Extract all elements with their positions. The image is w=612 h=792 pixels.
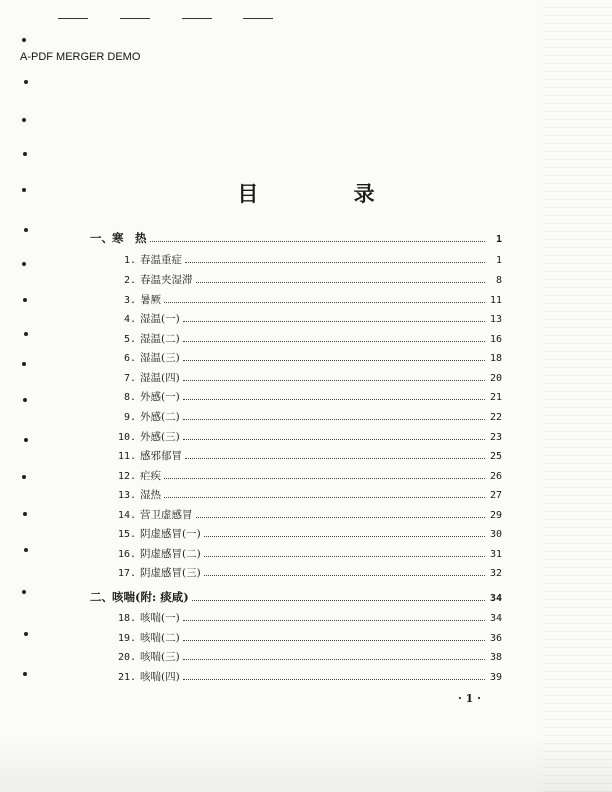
dot-leader xyxy=(183,620,485,621)
toc-entry xyxy=(108,272,502,287)
toc-entry-number: 7. xyxy=(123,373,136,384)
toc-entry-number: 13. xyxy=(117,490,136,501)
toc-entry-title: 湿热 xyxy=(140,489,161,501)
toc-entry-number: 20. xyxy=(117,652,136,663)
toc-entry-title: 外感(三) xyxy=(140,431,180,443)
dot-leader xyxy=(150,241,486,242)
toc-entry-page: 18 xyxy=(489,353,502,364)
toc-entry-number: 12. xyxy=(117,471,136,482)
toc-entry-number: 18. xyxy=(117,613,136,624)
dot-leader xyxy=(164,478,485,479)
dot-leader xyxy=(183,640,485,641)
toc-entry xyxy=(108,292,502,307)
toc-entry xyxy=(108,487,502,502)
toc-entry-number: 一、 xyxy=(90,231,113,245)
toc-entry-page: 38 xyxy=(489,652,502,663)
toc-entry-number: 16. xyxy=(117,549,136,560)
header-rule xyxy=(182,18,212,19)
dot-leader xyxy=(204,575,485,576)
toc-entry-page: 31 xyxy=(489,549,502,560)
toc-entry-number: 15. xyxy=(117,529,136,540)
dot-leader xyxy=(183,419,485,420)
page-number: · 1 · xyxy=(458,692,481,705)
toc-entry xyxy=(108,429,502,444)
dot-leader xyxy=(204,556,485,557)
toc-entry-title: 外感(二) xyxy=(140,411,180,423)
binding-hole-mark xyxy=(22,590,26,594)
dot-leader xyxy=(164,497,485,498)
binding-hole-mark xyxy=(23,152,27,156)
toc-entry-page: 1 xyxy=(495,234,502,245)
toc-entry xyxy=(108,630,502,645)
toc-entry-number: 5. xyxy=(123,334,136,345)
binding-hole-mark xyxy=(23,512,27,516)
toc-entry-number: 11. xyxy=(117,451,136,462)
toc-entry xyxy=(108,565,502,580)
toc-entry xyxy=(108,370,502,385)
toc-entry xyxy=(108,649,502,664)
dot-leader xyxy=(196,517,486,518)
toc-entry xyxy=(108,448,502,463)
dot-leader xyxy=(183,321,485,322)
toc-entry-number: 6. xyxy=(123,353,136,364)
toc-entry-page: 36 xyxy=(489,633,502,644)
dot-leader xyxy=(183,399,485,400)
page-title: 目 录 xyxy=(237,181,419,206)
binding-hole-mark xyxy=(22,38,26,42)
binding-hole-mark xyxy=(23,398,27,402)
toc-entry-number: 8. xyxy=(123,392,136,403)
toc-entry-title: 湿温(四) xyxy=(140,372,180,384)
toc-entry-title: 咳喘(三) xyxy=(140,651,180,663)
toc-entry-title: 暑厥 xyxy=(140,294,161,306)
toc-entry-page: 11 xyxy=(489,295,502,306)
binding-hole-mark xyxy=(23,672,27,676)
toc-entry xyxy=(108,468,502,483)
toc-entry-page: 22 xyxy=(489,412,502,423)
toc-entry xyxy=(108,389,502,404)
dot-leader xyxy=(185,458,485,459)
toc-entry-title: 咳喘(四) xyxy=(140,671,180,683)
toc-entry xyxy=(108,546,502,561)
toc-entry-page: 27 xyxy=(489,490,502,501)
toc-entry-title: 阴虚感冒(二) xyxy=(140,548,201,560)
toc-entry xyxy=(108,409,502,424)
toc-entry xyxy=(108,311,502,326)
dot-leader xyxy=(185,262,485,263)
toc-entry-page: 23 xyxy=(489,432,502,443)
binding-hole-mark xyxy=(24,438,28,442)
scan-bottom-noise xyxy=(0,732,612,792)
toc-entry-title: 外感(一) xyxy=(140,391,180,403)
toc-entry xyxy=(108,350,502,365)
dot-leader xyxy=(164,302,485,303)
toc-entry-title: 咳喘(一) xyxy=(140,612,180,624)
binding-hole-mark xyxy=(23,298,27,302)
toc-section-entry xyxy=(90,589,502,605)
toc-entry-number: 21. xyxy=(117,672,136,683)
binding-hole-mark xyxy=(22,362,26,366)
toc-entry xyxy=(108,610,502,625)
toc-entry-title: 湿温(三) xyxy=(140,352,180,364)
binding-hole-mark xyxy=(24,228,28,232)
dot-leader xyxy=(196,282,486,283)
toc-entry-page: 29 xyxy=(489,510,502,521)
toc-entry-title: 咳喘(附: 痰咸) xyxy=(112,590,189,604)
watermark-text: A-PDF MERGER DEMO xyxy=(20,51,141,63)
toc-entry-page: 20 xyxy=(489,373,502,384)
toc-entry-page: 32 xyxy=(489,568,502,579)
toc-entry-page: 30 xyxy=(489,529,502,540)
dot-leader xyxy=(192,600,485,601)
toc-entry-number: 1. xyxy=(123,255,136,266)
dot-leader xyxy=(183,659,485,660)
toc-entry-title: 寒 热 xyxy=(112,231,147,245)
toc-entry xyxy=(108,669,502,684)
header-rule xyxy=(58,18,88,19)
scan-edge-noise xyxy=(542,0,612,792)
dot-leader xyxy=(183,439,485,440)
toc-entry-page: 25 xyxy=(489,451,502,462)
toc-entry-number: 17. xyxy=(117,568,136,579)
toc-entry-title: 阴虚感冒(三) xyxy=(140,567,201,579)
dot-leader xyxy=(183,360,485,361)
toc-entry-number: 14. xyxy=(117,510,136,521)
dot-leader xyxy=(183,679,485,680)
toc-entry xyxy=(108,526,502,541)
toc-entry-page: 16 xyxy=(489,334,502,345)
toc-entry-page: 1 xyxy=(495,255,502,266)
binding-hole-mark xyxy=(24,80,28,84)
toc-entry-page: 13 xyxy=(489,314,502,325)
toc-entry-title: 春温夹湿滞 xyxy=(140,274,193,286)
dot-leader xyxy=(183,341,485,342)
toc-entry-number: 19. xyxy=(117,633,136,644)
binding-hole-mark xyxy=(24,332,28,336)
toc-entry-number: 9. xyxy=(123,412,136,423)
toc-entry-title: 阴虚感冒(一) xyxy=(140,528,201,540)
toc-entry-title: 营卫虚感冒 xyxy=(140,509,193,521)
binding-hole-mark xyxy=(24,632,28,636)
toc-entry-page: 26 xyxy=(489,471,502,482)
toc-entry-title: 感邪郁冒 xyxy=(140,450,182,462)
binding-hole-mark xyxy=(22,475,26,479)
toc-entry-number: 4. xyxy=(123,314,136,325)
toc-entry-title: 湿温(二) xyxy=(140,333,180,345)
toc-entry xyxy=(108,252,502,267)
toc-entry-page: 39 xyxy=(489,672,502,683)
binding-hole-mark xyxy=(22,118,26,122)
toc-entry xyxy=(108,331,502,346)
toc-entry-title: 春温重症 xyxy=(140,254,182,266)
toc-entry-page: 21 xyxy=(489,392,502,403)
toc-entry-page: 8 xyxy=(495,275,502,286)
binding-hole-mark xyxy=(22,262,26,266)
header-rule xyxy=(243,18,273,19)
header-rule xyxy=(120,18,150,19)
toc-entry-page: 34 xyxy=(489,593,502,604)
toc-entry xyxy=(108,507,502,522)
toc-entry-number: 二、 xyxy=(90,590,113,604)
dot-leader xyxy=(183,380,485,381)
toc-entry-title: 疟疾 xyxy=(140,470,161,482)
toc-entry-number: 10. xyxy=(117,432,136,443)
toc-entry-page: 34 xyxy=(489,613,502,624)
toc-section-entry xyxy=(90,230,502,246)
dot-leader xyxy=(204,536,485,537)
toc-entry-title: 湿温(一) xyxy=(140,313,180,325)
toc-entry-number: 3. xyxy=(123,295,136,306)
toc-entry-title: 咳喘(二) xyxy=(140,632,180,644)
binding-hole-mark xyxy=(24,548,28,552)
toc-entry-number: 2. xyxy=(123,275,136,286)
